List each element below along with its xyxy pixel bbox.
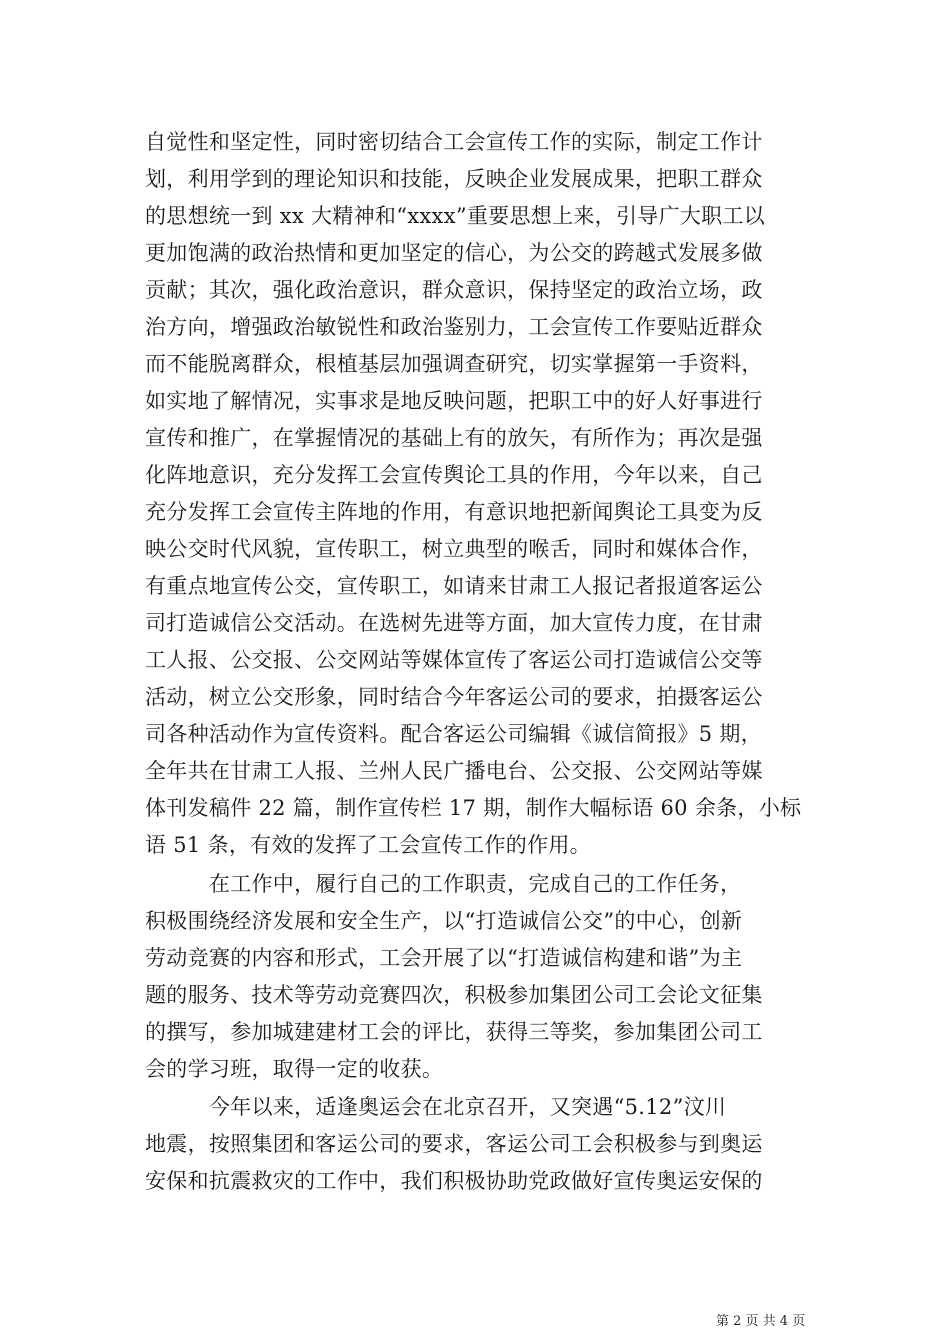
- text-line: 语 51 条，有效的发挥了工会宣传工作的作用。: [145, 833, 591, 857]
- text-line: 全年共在甘肃工人报、兰州人民广播电台、公交报、公交网站等媒: [145, 759, 763, 783]
- text-line: 化阵地意识，充分发挥工会宣传舆论工具的作用，今年以来，自己: [145, 463, 763, 487]
- text-line: 活动，树立公交形象，同时结合今年客运公司的要求，拍摄客运公: [145, 685, 763, 709]
- text-line: 的思想统一到 xx 大精神和“xxxx”重要思想上来，引导广大职工以: [145, 204, 766, 228]
- text-line: 劳动竞赛的内容和形式，工会开展了以“打造诚信构建和谐”为主: [145, 946, 743, 970]
- text-line: 如实地了解情况，实事求是地反映问题，把职工中的好人好事进行: [145, 389, 763, 413]
- text-line: 在工作中，履行自己的工作职责，完成自己的工作任务，: [145, 872, 742, 896]
- text-line: 今年以来，适逢奥运会在北京召开，又突遇“5.12”汶川: [145, 1095, 727, 1119]
- text-line: 司打造诚信公交活动。在选树先进等方面，加大宣传力度，在甘肃: [145, 611, 763, 635]
- text-line: 映公交时代风貌，宣传职工，树立典型的喉舌，同时和媒体合作，: [145, 537, 763, 561]
- text-line: 工人报、公交报、公交网站等媒体宣传了客运公司打造诚信公交等: [145, 648, 763, 672]
- text-line: 安保和抗震救灾的工作中，我们积极协助党政做好宣传奥运安保的: [145, 1169, 763, 1193]
- text-line: 治方向，增强政治敏锐性和政治鉴别力，工会宣传工作要贴近群众: [145, 315, 763, 339]
- text-line: 积极围绕经济发展和安全生产，以“打造诚信公交”的中心，创新: [145, 909, 743, 933]
- text-line: 宣传和推广，在掌握情况的基础上有的放矢，有所作为；再次是强: [145, 426, 763, 450]
- text-line: 地震，按照集团和客运公司的要求，客运公司工会积极参与到奥运: [145, 1132, 763, 1156]
- text-line: 而不能脱离群众，根植基层加强调查研究，切实掌握第一手资料，: [145, 352, 763, 376]
- text-line: 司各种活动作为宣传资料。配合客运公司编辑《诚信简报》5 期，: [145, 722, 763, 746]
- text-line: 会的学习班，取得一定的收获。: [145, 1057, 444, 1081]
- page-number: 第 2 页 共 4 页: [716, 1314, 806, 1329]
- text-line: 充分发挥工会宣传主阵地的作用，有意识地把新闻舆论工具变为反: [145, 500, 763, 524]
- text-line: 有重点地宣传公交，宣传职工，如请来甘肃工人报记者报道客运公: [145, 574, 763, 598]
- text-line: 题的服务、技术等劳动竞赛四次，积极参加集团公司工会论文征集: [145, 983, 763, 1007]
- text-line: 自觉性和坚定性，同时密切结合工会宣传工作的实际，制定工作计: [145, 130, 763, 154]
- text-line: 体刊发稿件 22 篇，制作宣传栏 17 期，制作大幅标语 60 余条，小标: [145, 796, 802, 820]
- text-line: 划，利用学到的理论知识和技能，反映企业发展成果，把职工群众: [145, 167, 763, 191]
- text-line: 更加饱满的政治热情和更加坚定的信心，为公交的跨越式发展多做: [145, 241, 763, 265]
- text-line: 的撰写，参加城建建材工会的评比，获得三等奖，参加集团公司工: [145, 1020, 763, 1044]
- text-line: 贡献；其次，强化政治意识，群众意识，保持坚定的政治立场，政: [145, 278, 763, 302]
